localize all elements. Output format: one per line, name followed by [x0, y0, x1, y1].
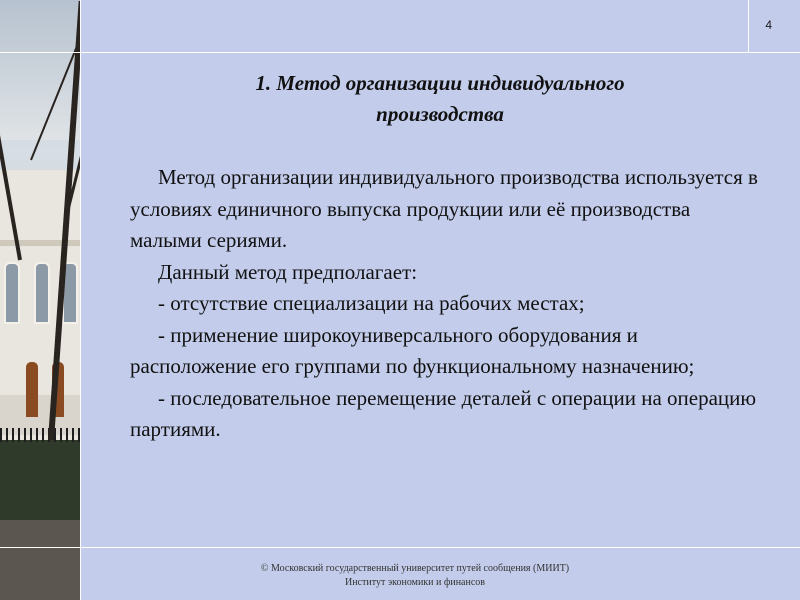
- title-line: производства: [376, 102, 504, 126]
- campus-photo: [0, 0, 80, 600]
- top-divider: [0, 52, 748, 53]
- building-window: [4, 262, 20, 324]
- left-divider: [80, 0, 81, 600]
- body-paragraph: Метод организации индивидуального производства используется в условиях единичного выпуска продукции или её производства малыми сериями.: [130, 165, 758, 252]
- body-bullet: - применение широкоуниверсального оборудования и расположение его группами по функциональному назначению;: [130, 322, 695, 378]
- body-paragraph: Данный метод предполагает:: [158, 259, 418, 284]
- slide-title: [130, 68, 750, 130]
- slide-footer: [82, 562, 748, 590]
- footer-copyright: © Московский государственный университет путей сообщения (МИИТ): [260, 563, 570, 574]
- body-bullet: - отсутствие специализации на рабочих местах;: [158, 291, 585, 315]
- title-line: 1. Метод организации индивидуального: [255, 71, 625, 95]
- bottom-divider: [0, 547, 800, 548]
- building-cornice: [0, 240, 80, 246]
- body-bullet: - последовательное перемещение деталей с операции на операцию партиями.: [130, 385, 757, 441]
- slide-body: [130, 162, 760, 446]
- slide-number: 4: [765, 18, 772, 32]
- footer-institute: Институт экономики и финансов: [344, 577, 486, 588]
- lawn: [0, 440, 80, 520]
- fence: [0, 428, 80, 442]
- sidewalk: [0, 520, 80, 600]
- building-door: [26, 362, 38, 417]
- building-window: [34, 262, 50, 324]
- slide-number-box: [748, 0, 800, 53]
